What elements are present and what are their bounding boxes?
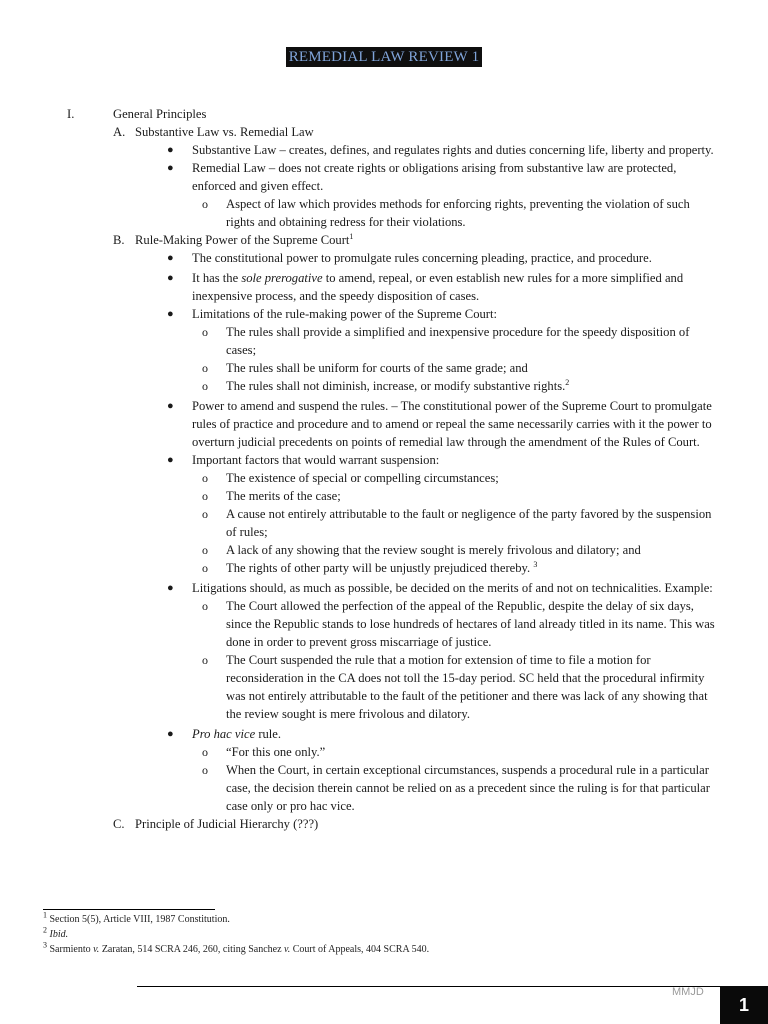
subsection-a-letter: A.: [113, 125, 126, 139]
sub-bullet-icon: o: [202, 471, 208, 485]
text-run: The rights of other party will be unjustly prejudiced thereby.: [226, 561, 534, 575]
sub-list-item-text: The Court allowed the perfection of the appeal of the Republic, despite the delay of six days, since the Republic stands to lose hundreds of hectares of land already titled in its name. This was done in order to prevent gross miscarriage of justice.: [226, 599, 715, 649]
sub-list-item-text: The rules shall be uniform for courts of the same grade; and: [226, 361, 528, 375]
sub-list-item: [0, 323, 768, 359]
bullet-icon: ●: [167, 582, 174, 594]
list-item: [0, 249, 768, 267]
page-number: 1: [720, 986, 768, 1024]
text-run: It has the: [192, 271, 242, 285]
sub-list-item-text: When the Court, in certain exceptional circumstances, suspends a procedural rule in a particular case, the decision therein cannot be relied on as a precedent since the ruling is for that particular case only or pro hac vice.: [226, 763, 710, 813]
subsection-b-label: Rule-Making Power of the Supreme Court: [135, 233, 350, 247]
sub-list-item: [0, 469, 768, 487]
sub-list-item: [0, 743, 768, 761]
list-item-text: [192, 269, 718, 305]
subsection-b-letter: B.: [113, 233, 125, 247]
subsection-a-label: Substantive Law vs. Remedial Law: [135, 125, 314, 139]
list-item: [0, 269, 768, 305]
text-run: rule.: [255, 727, 282, 741]
bullet-icon: ●: [167, 728, 174, 740]
bullet-icon: ●: [167, 400, 174, 412]
sub-bullet-icon: o: [202, 197, 208, 211]
footnote-text: Section 5(5), Article VIII, 1987 Constitution.: [47, 914, 230, 925]
footnote-number: 1: [43, 910, 47, 920]
sub-list-item-text: Aspect of law which provides methods for enforcing rights, preventing the violation of such rights and obtaining redress for their violations.: [226, 197, 690, 229]
bullet-icon: ●: [167, 162, 174, 174]
footnote-1: [43, 912, 429, 927]
sub-list-item-text: [226, 377, 718, 395]
list-item-text: The constitutional power to promulgate rules concerning pleading, practice, and procedure.: [192, 251, 652, 265]
sub-bullet-icon: o: [202, 763, 208, 777]
emphasis-text: v.: [93, 944, 100, 955]
footnote-ref: 3: [533, 559, 538, 569]
sub-list-item: [0, 377, 768, 395]
list-item-text: Litigations should, as much as possible, be decided on the merits of and not on technicalities. Example:: [192, 581, 713, 595]
emphasis-text: Pro hac vice: [192, 727, 256, 741]
section-label: General Principles: [113, 107, 207, 121]
outline: [0, 105, 768, 833]
subsection-c-letter: C.: [113, 817, 125, 831]
sub-bullet-icon: o: [202, 489, 208, 503]
list-item-text: Remedial Law – does not create rights or obligations arising from substantive law are protected, enforced and given effect.: [192, 161, 677, 193]
bullet-icon: ●: [167, 144, 174, 156]
text-run: The rules shall not diminish, increase, or modify substantive rights.: [226, 379, 566, 393]
footnote-text: Ibid.: [49, 929, 69, 940]
sub-list-item-text: [226, 559, 718, 577]
section-general-principles: [0, 105, 768, 123]
footnote-separator: [43, 909, 215, 910]
list-item: [0, 141, 768, 159]
subsection-c-label: Principle of Judicial Hierarchy (???): [135, 817, 319, 831]
sub-list-item: [0, 487, 768, 505]
sub-bullet-icon: o: [202, 745, 208, 759]
sub-list-item: [0, 359, 768, 377]
bullet-icon: ●: [167, 454, 174, 466]
list-item-text: Important factors that would warrant suspension:: [192, 453, 440, 467]
subsection-c: [0, 815, 768, 833]
sub-list-item: [0, 195, 768, 231]
list-item-text: Limitations of the rule-making power of the Supreme Court:: [192, 307, 497, 321]
sub-bullet-icon: o: [202, 361, 208, 375]
sub-bullet-icon: o: [202, 543, 208, 557]
footnote-ref: 2: [565, 377, 570, 387]
footnote-number: 2: [43, 925, 47, 935]
footnote-2: [43, 927, 429, 942]
sub-bullet-icon: o: [202, 379, 208, 393]
list-item: [0, 397, 768, 451]
sub-list-item: [0, 761, 768, 815]
title-wrap: [0, 47, 768, 67]
sub-list-item-text: The rules shall provide a simplified and inexpensive procedure for the speedy disposition of cases;: [226, 325, 690, 357]
sub-list-item-text: The merits of the case;: [226, 489, 341, 503]
sub-list-item-text: The existence of special or compelling circumstances;: [226, 471, 499, 485]
sub-list-item-text: A lack of any showing that the review sought is merely frivolous and dilatory; and: [226, 543, 641, 557]
footnote-number: 3: [43, 940, 47, 950]
sub-bullet-icon: o: [202, 325, 208, 339]
text-run: to amend, repeal, or even establish new rules for a more simplified and inexpensive process, and the speedy disposition of cases.: [192, 271, 684, 303]
subsection-a: [0, 123, 768, 141]
subsection-b-heading: [135, 231, 768, 249]
list-item: [0, 451, 768, 469]
list-item: [0, 579, 768, 597]
emphasis-text: v.: [284, 944, 291, 955]
emphasis-text: sole prerogative: [241, 271, 323, 285]
sub-list-item: [0, 559, 768, 577]
text-run: Sarmiento: [47, 944, 94, 955]
list-item-text: [192, 725, 718, 743]
list-item: [0, 725, 768, 743]
footnote-3: [43, 942, 429, 957]
footer-rule: [137, 986, 720, 987]
sub-list-item: [0, 597, 768, 651]
footnotes: [43, 912, 429, 957]
sub-bullet-icon: o: [202, 599, 208, 613]
document-title: REMEDIAL LAW REVIEW 1: [286, 47, 483, 67]
text-run: Zaratan, 514 SCRA 246, 260, citing Sanchez: [99, 944, 285, 955]
bullet-icon: ●: [167, 272, 174, 284]
sub-list-item-text: The Court suspended the rule that a motion for extension of time to file a motion for reconsideration in the CA does not toll the 15-day period. SC held that the procedural infirmity was not entirely attributable to the fault of the petitioner and there was lack of any showing that the review sought is mere frivolous and dilatory.: [226, 653, 708, 721]
footer-initials: MMJD: [672, 986, 704, 998]
section-number: I.: [67, 107, 75, 121]
sub-list-item-text: A cause not entirely attributable to the fault or negligence of the party favored by the suspension of rules;: [226, 507, 712, 539]
bullet-icon: ●: [167, 308, 174, 320]
list-item-text: Substantive Law – creates, defines, and regulates rights and duties concerning life, liberty and property.: [192, 143, 714, 157]
bullet-icon: ●: [167, 252, 174, 264]
list-item: [0, 305, 768, 323]
sub-bullet-icon: o: [202, 561, 208, 575]
subsection-b: [0, 231, 768, 249]
footnote-ref: 1: [349, 231, 354, 241]
sub-bullet-icon: o: [202, 507, 208, 521]
list-item: [0, 159, 768, 195]
sub-list-item: [0, 651, 768, 723]
list-item-text: Power to amend and suspend the rules. – The constitutional power of the Supreme Court to promulgate rules of practice and procedure and to amend or repeal the same necessarily carries with it the power to overturn judicial precedents on points of remedial law through the amendment of the Rules of Court.: [192, 399, 712, 449]
text-run: Court of Appeals, 404 SCRA 540.: [290, 944, 430, 955]
sub-list-item: [0, 541, 768, 559]
sub-list-item-text: “For this one only.”: [226, 745, 326, 759]
sub-list-item: [0, 505, 768, 541]
sub-bullet-icon: o: [202, 653, 208, 667]
